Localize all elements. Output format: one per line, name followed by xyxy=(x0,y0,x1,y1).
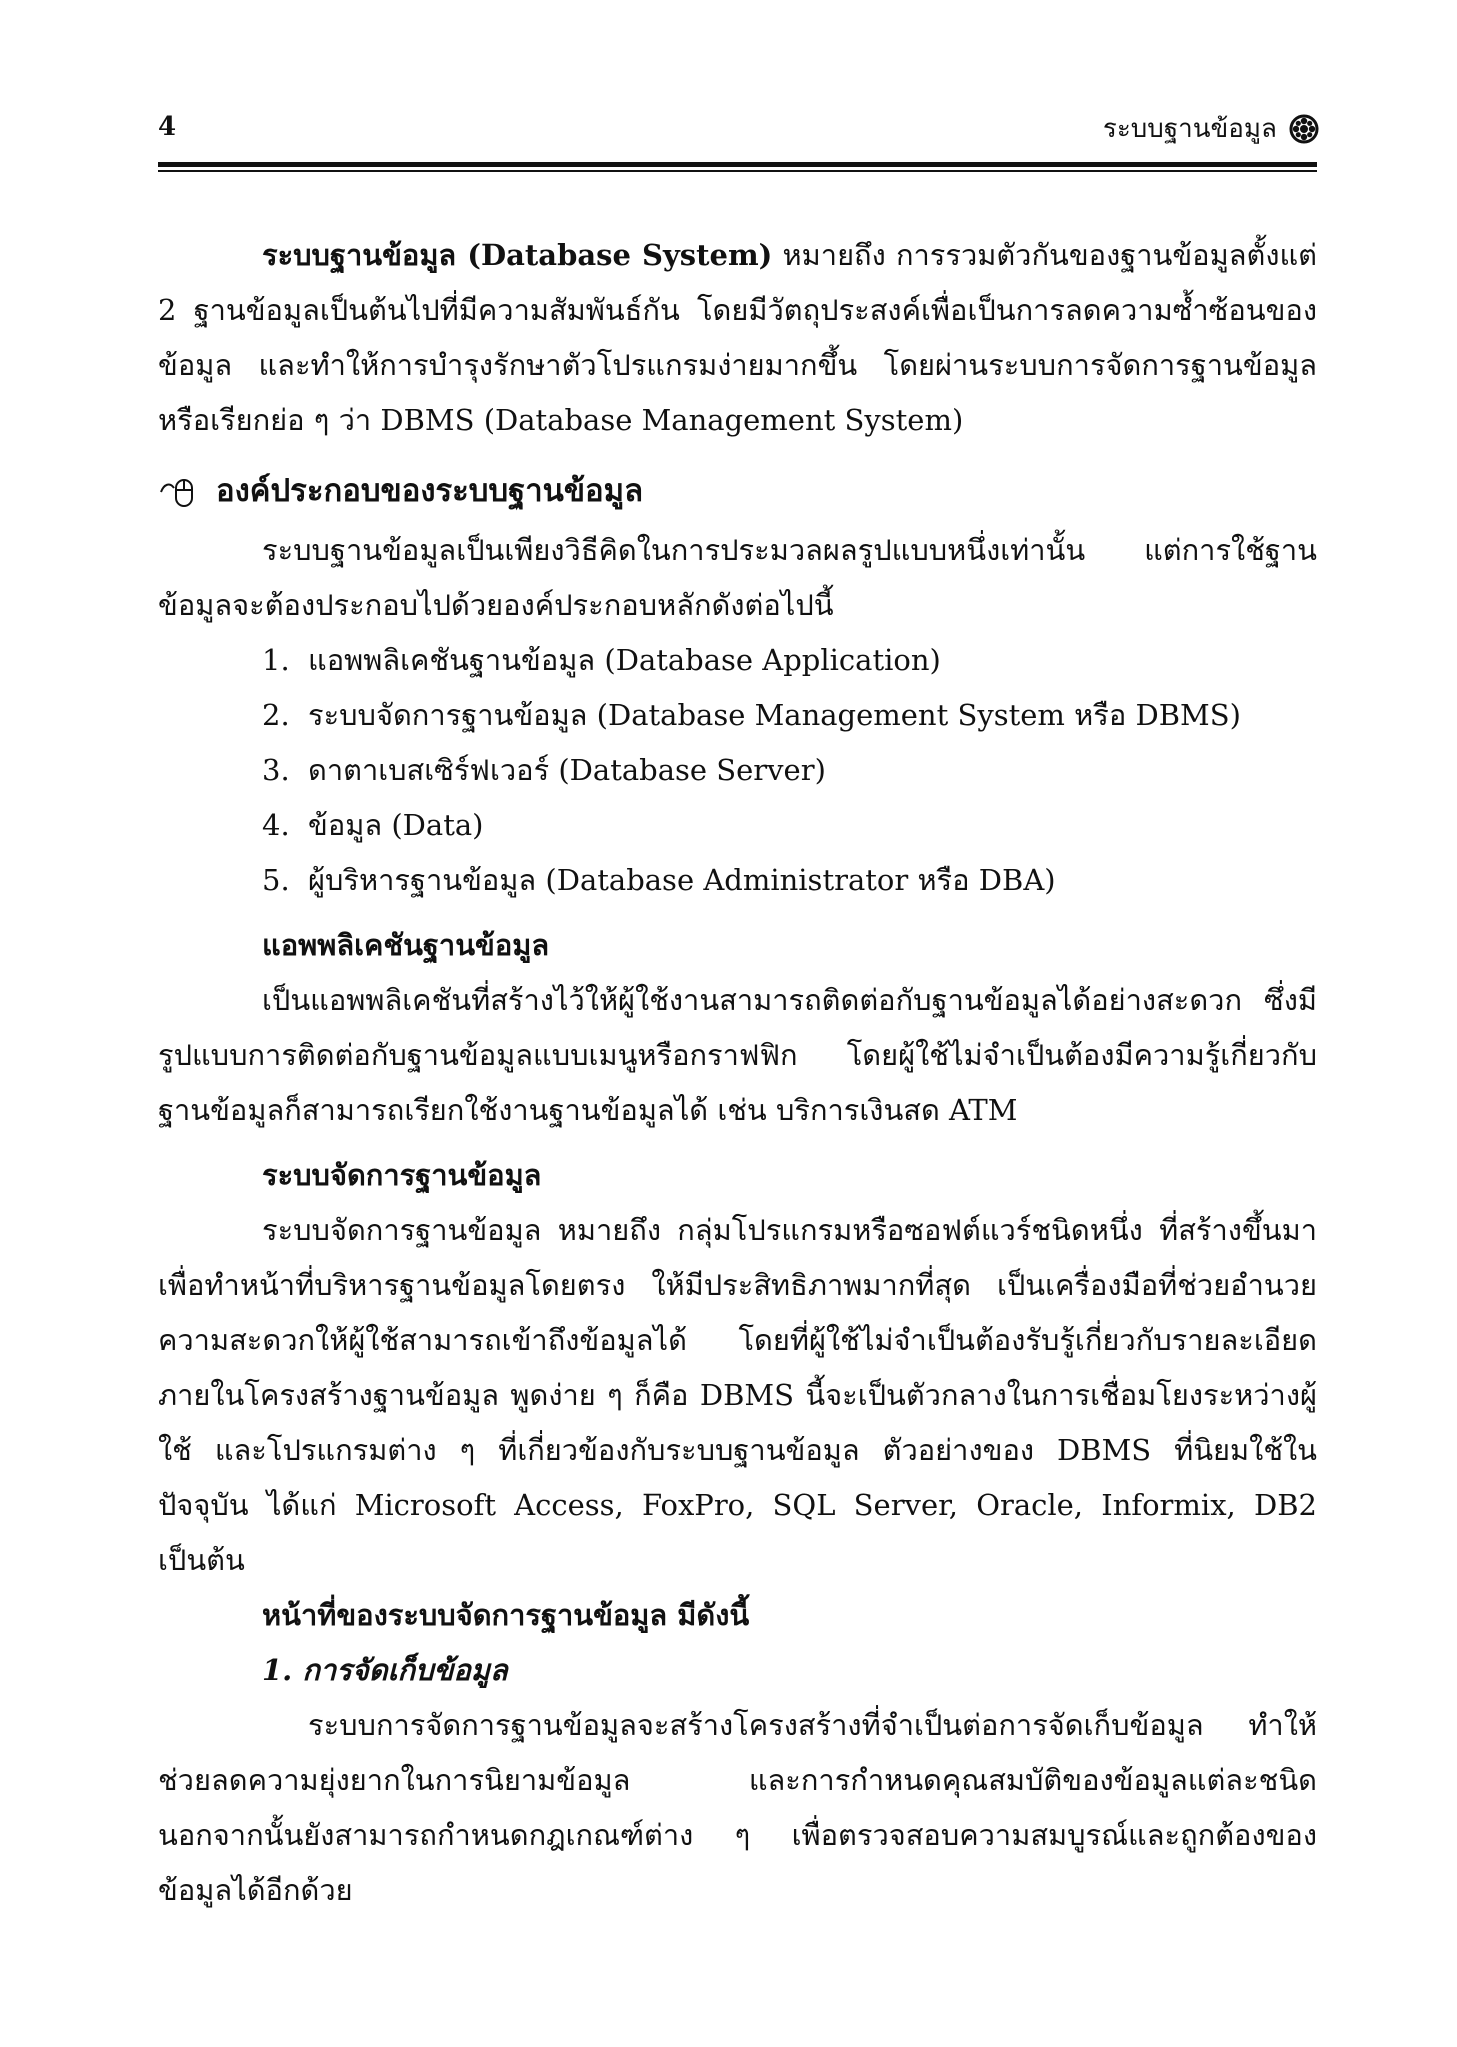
list-item xyxy=(262,688,1317,743)
page-number: 4 xyxy=(158,112,177,142)
flower-icon xyxy=(1289,114,1319,144)
duty1-heading: 1. การจัดเก็บข้อมูล xyxy=(262,1653,508,1687)
list-item-number: 4. xyxy=(262,808,290,842)
duties-heading: หน้าที่ของระบบจัดการฐานข้อมูล มีดังนี้ xyxy=(262,1598,750,1632)
dbms-heading: ระบบจัดการฐานข้อมูล xyxy=(262,1158,542,1192)
list-item xyxy=(262,743,1317,798)
list-item-number: 2. xyxy=(262,698,290,732)
body-content xyxy=(158,228,1317,1918)
list-item-text: ดาตาเบสเซิร์ฟเวอร์ (Database Server) xyxy=(308,753,826,787)
components-heading-text: องค์ประกอบของระบบฐานข้อมูล xyxy=(216,473,644,509)
components-list xyxy=(158,633,1317,908)
running-head xyxy=(1103,108,1319,149)
list-item-number: 1. xyxy=(262,643,290,677)
list-item-text: ระบบจัดการฐานข้อมูล (Database Management System หรือ DBMS) xyxy=(308,698,1241,732)
list-item xyxy=(262,798,1317,853)
mouse-icon xyxy=(158,474,200,510)
duty1-paragraph: ระบบการจัดการฐานข้อมูลจะสร้างโครงสร้างที่จำเป็นต่อการจัดเก็บข้อมูล ทำให้ช่วยลดความยุ่งยากในการนิยามข้อมูล และการกำหนดคุณสมบัติของข้อมูลแต่ละชนิด นอกจากนั้นยังสามารถกำหนดกฎเกณฑ์ต่าง ๆ เพื่อตรวจสอบความสมบูรณ์และถูกต้องของข้อมูลได้อีกด้วย xyxy=(158,1708,1317,1907)
application-paragraph: เป็นแอพพลิเคชันที่สร้างไว้ให้ผู้ใช้งานสามารถติดต่อกับฐานข้อมูลได้อย่างสะดวก ซึ่งมีรูปแบบการติดต่อกับฐานข้อมูลแบบเมนูหรือกราฟฟิก โดยผู้ใช้ไม่จำเป็นต้องมีความรู้เกี่ยวกับฐานข้อมูลก็สามารถเรียกใช้งานฐานข้อมูลได้ เช่น บริการเงินสด ATM xyxy=(158,983,1317,1127)
intro-text: หมายถึง การรวมตัวกันของฐานข้อมูลตั้งแต่ 2 ฐานข้อมูลเป็นต้นไปที่มีความสัมพันธ์กัน โดยมีวัตถุประสงค์เพื่อเป็นการลดความซ้ำซ้อนของข้อมูล และทำให้การบำรุงรักษาตัวโปรแกรมง่ายมากขึ้น โดยผ่านระบบการจัดการฐานข้อมูล หรือเรียกย่อ ๆ ว่า DBMS (Database Management System) xyxy=(158,238,1317,437)
header-rule-thin xyxy=(158,170,1317,172)
list-item xyxy=(262,633,1317,688)
header-rule-thick xyxy=(158,162,1317,167)
list-item xyxy=(262,853,1317,908)
list-item-number: 5. xyxy=(262,863,290,897)
application-heading: แอพพลิเคชันฐานข้อมูล xyxy=(262,928,550,962)
list-item-text: ผู้บริหารฐานข้อมูล (Database Administrator หรือ DBA) xyxy=(308,863,1056,897)
list-item-text: แอพพลิเคชันฐานข้อมูล (Database Application) xyxy=(308,643,941,677)
list-item-text: ข้อมูล (Data) xyxy=(308,808,484,842)
list-item-number: 3. xyxy=(262,753,290,787)
intro-term: ระบบฐานข้อมูล (Database System) xyxy=(262,238,773,272)
dbms-paragraph: ระบบจัดการฐานข้อมูล หมายถึง กลุ่มโปรแกรมหรือซอฟต์แวร์ชนิดหนึ่ง ที่สร้างขึ้นมาเพื่อทำหน้าที่บริหารฐานข้อมูลโดยตรง ให้มีประสิทธิภาพมากที่สุด เป็นเครื่องมือที่ช่วยอำนวยความสะดวกให้ผู้ใช้สามารถเข้าถึงข้อมูลได้ โดยที่ผู้ใช้ไม่จำเป็นต้องรับรู้เกี่ยวกับรายละเอียดภายในโครงสร้างฐานข้อมูล พูดง่าย ๆ ก็คือ DBMS นี้จะเป็นตัวกลางในการเชื่อมโยงระหว่างผู้ใช้ และโปรแกรมต่าง ๆ ที่เกี่ยวข้องกับระบบฐานข้อมูล ตัวอย่างของ DBMS ที่นิยมใช้ในปัจจุบัน ได้แก่ Microsoft Access, FoxPro, SQL Server, Oracle, Informix, DB2 เป็นต้น xyxy=(158,1213,1317,1577)
running-title: ระบบฐานข้อมูล xyxy=(1102,114,1277,144)
intro-paragraph xyxy=(158,228,1317,448)
components-intro: ระบบฐานข้อมูลเป็นเพียงวิธีคิดในการประมวลผลรูปแบบหนึ่งเท่านั้น แต่การใช้ฐานข้อมูลจะต้องประกอบไปด้วยองค์ประกอบหลักดังต่อไปนี้ xyxy=(158,533,1317,622)
components-heading xyxy=(158,464,1317,519)
